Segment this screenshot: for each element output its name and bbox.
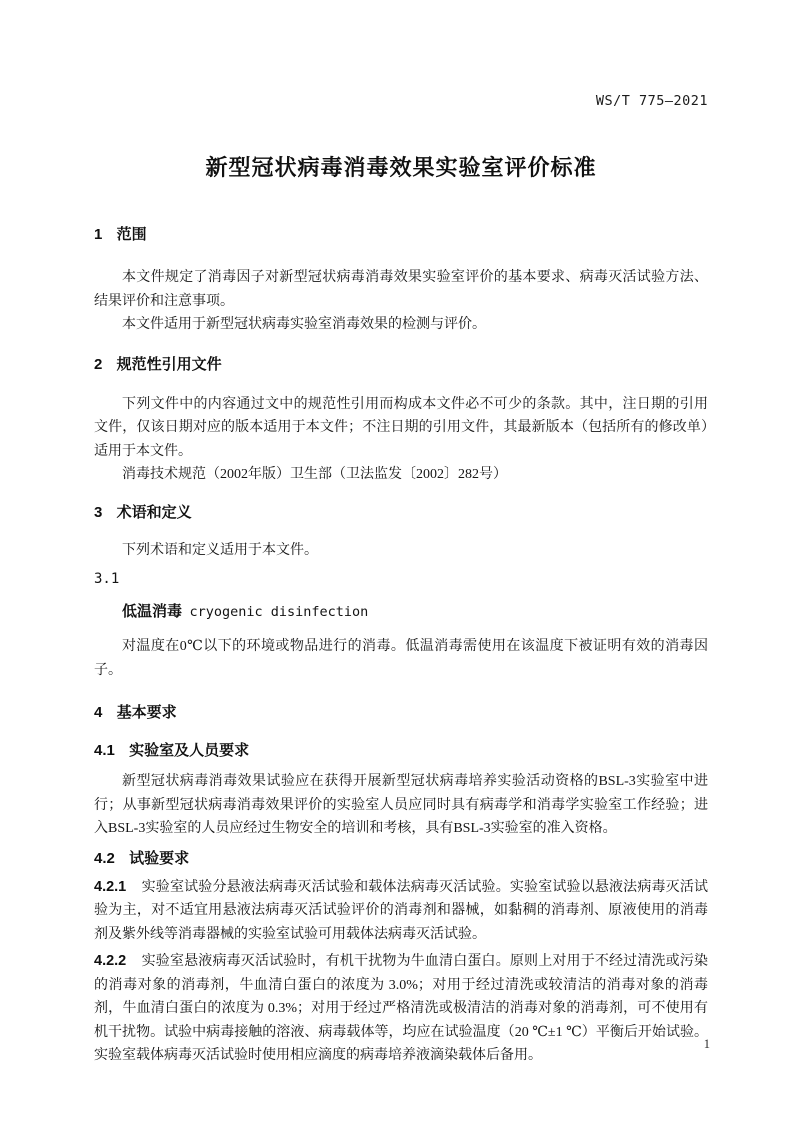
paragraph-normative-reference-entry: 消毒技术规范（2002年版）卫生部（卫法监发〔2002〕282号） (122, 467, 507, 482)
section-title: 术语和定义 (116, 503, 192, 521)
section-heading-scope (94, 225, 708, 245)
section-number: 1 (94, 226, 103, 243)
section-title: 范围 (116, 226, 147, 243)
section-number: 2 (94, 355, 103, 373)
paragraph-normative-1: 下列文件中的内容通过文中的规范性引用而构成本文件必不可少的条款。其中，注日期的引用文件，仅该日期对应的版本适用于本文件；不注日期的引用文件，其最新版本（包括所有的修改单）适用于本文件。 (94, 396, 708, 459)
term-entry (94, 602, 708, 623)
section-title: 基本要求 (116, 704, 177, 721)
clause-text: 实验室悬液病毒灭活试验时，有机干扰物为牛血清白蛋白。原则上对用于不经过清洗或污染的消毒对象的消毒剂，牛血清白蛋白的浓度为 3.0%；对用于经过清洗或较清洁的消毒对象的消毒剂，牛血清白蛋白的浓度为 0.3%；对用于经过严格清洗或极清洁的消毒对象的消毒剂，可不使用有机干扰物。试验中病毒接触的溶液、病毒载体等，均应在试验温度（20 ℃±1 ℃）平衡后开始试验。实验室载体病毒灭活试验时使用相应滴度的病毒培养液滴染载体后备用。 (94, 954, 708, 1063)
term-chinese: 低温消毒 (122, 603, 183, 620)
subsection-number: 4.2 (94, 849, 115, 867)
subsection-title: 试验要求 (129, 849, 190, 867)
clause-number: 4.2.2 (94, 953, 127, 969)
section-heading-terms-definitions (94, 503, 708, 523)
page-number: 1 (703, 1037, 710, 1051)
term-english: cryogenic disinfection (189, 604, 369, 620)
subsection-title: 实验室及人员要求 (129, 742, 250, 759)
term-definition: 对温度在0℃以下的环境或物品进行的消毒。低温消毒需使用在该温度下被证明有效的消毒因子。 (94, 639, 708, 678)
section-heading-basic-requirements (94, 703, 708, 723)
section-title: 规范性引用文件 (116, 355, 222, 373)
clause-text: 实验室试验分悬液法病毒灭活试验和载体法病毒灭活试验。实验室试验以悬液法病毒灭活试验为主，对不适宜用悬液法病毒灭活试验评价的消毒剂和器械，如黏稠的消毒剂、原液使用的消毒剂及紫外线等消毒器械的实验室试验可用载体法病毒灭活试验。 (94, 879, 708, 942)
clause-number: 4.2.1 (94, 878, 127, 895)
subsection-number: 4.1 (94, 742, 115, 759)
paragraph-lab-personnel: 新型冠状病毒消毒效果试验应在获得开展新型冠状病毒培养实验活动资格的BSL-3实验室中进行；从事新型冠状病毒消毒效果评价的实验室人员应同时具有病毒学和消毒学实验室工作经验；进入BSL-3实验室的人员应经过生物安全的培训和考核，具有BSL-3实验室的准入资格。 (94, 774, 708, 836)
subsection-heading-lab-personnel (94, 741, 708, 761)
document-title: 新型冠状病毒消毒效果实验室评价标准 (205, 155, 597, 180)
section-number: 3 (94, 503, 103, 521)
paragraph-scope-2: 本文件适用于新型冠状病毒实验室消毒效果的检测与评价。 (122, 317, 486, 332)
standard-number: WS/T 775—2021 (595, 93, 708, 109)
subsection-heading-test-requirements (94, 849, 708, 869)
paragraph-scope-1: 本文件规定了消毒因子对新型冠状病毒消毒效果实验室评价的基本要求、病毒灭活试验方法、结果评价和注意事项。 (94, 270, 708, 309)
section-heading-normative-references (94, 355, 708, 375)
clause-4-2-1 (94, 876, 708, 947)
clause-4-2-2 (94, 950, 708, 1068)
paragraph-terms-intro: 下列术语和定义适用于本文件。 (122, 542, 318, 558)
section-number: 4 (94, 704, 103, 721)
term-clause-number: 3.1 (94, 571, 120, 587)
